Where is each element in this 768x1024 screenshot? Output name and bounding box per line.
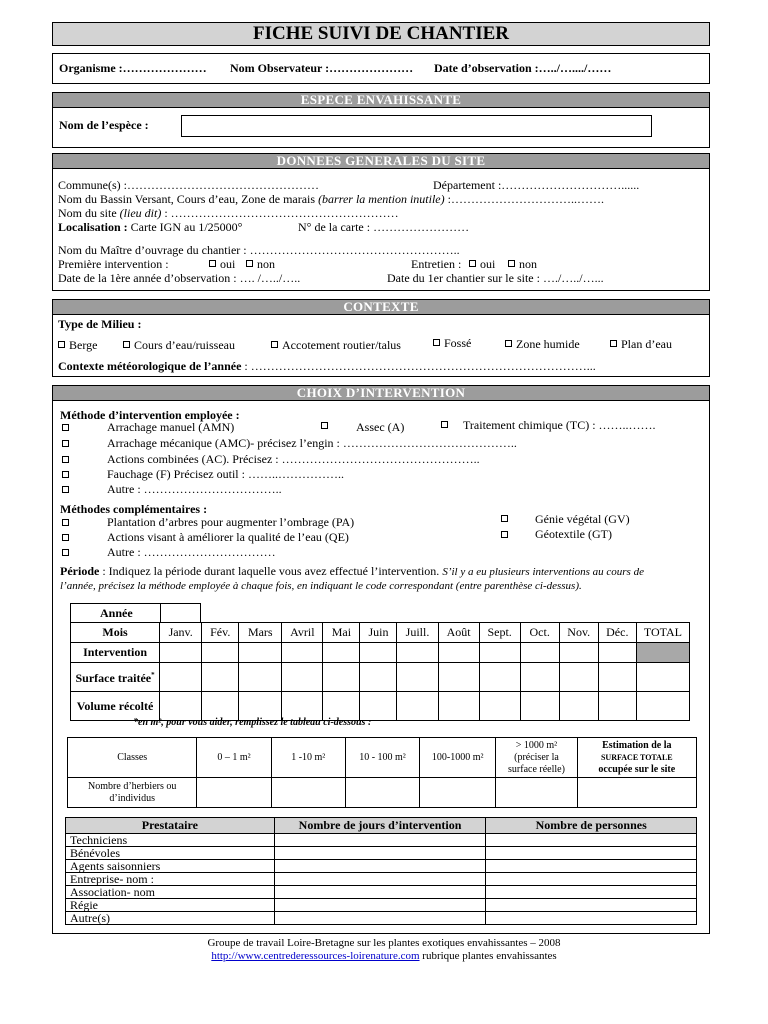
periode-text [60, 564, 644, 579]
resource-link[interactable]: http://www.centrederessources-loirenature.com [211, 950, 420, 962]
table-cell[interactable] [438, 692, 479, 721]
site-note: (lieu dit) [119, 206, 162, 220]
table-cell[interactable] [520, 692, 559, 721]
checkbox-icon [610, 340, 617, 347]
table-row [66, 899, 697, 912]
estimation-label: Estimation de la [602, 739, 672, 751]
table-cell[interactable] [598, 692, 636, 721]
checkbox-icon [209, 260, 216, 267]
assec-label: Assec (A) [356, 420, 405, 434]
bassin-field[interactable] [58, 192, 604, 206]
table-cell[interactable] [636, 692, 689, 721]
classes-table [67, 737, 697, 808]
prestataire-row-label: Techniciens [66, 834, 275, 847]
large-note: (préciser la [514, 751, 559, 763]
checkbox-icon [433, 339, 440, 346]
surface-label [71, 663, 160, 692]
prestataire-table [65, 817, 697, 925]
table-cell[interactable] [274, 886, 486, 899]
mois-header: Mois [71, 623, 160, 643]
date-first-observation-field[interactable]: Date de la 1ère année d’observation : …. /…../….. [58, 271, 301, 285]
maitre-ouvrage-field[interactable]: Nom du Maître d’ouvrage du chantier : …………………………………………….. [58, 243, 460, 257]
header-box [52, 53, 710, 84]
entretien-non-option[interactable] [508, 257, 537, 271]
donnees-banner: DONNEES GENERALES DU SITE [53, 154, 709, 169]
table-row [66, 886, 697, 899]
table-cell[interactable] [239, 643, 282, 663]
amc-label: Arrachage mécanique (AMC)- précisez l’engin : …………………………………….. [107, 436, 517, 450]
table-cell[interactable] [360, 643, 397, 663]
table-cell[interactable] [598, 663, 636, 692]
table-cell[interactable] [486, 860, 697, 873]
checkbox-icon [469, 260, 476, 267]
non-label: non [519, 257, 537, 271]
table-cell[interactable] [598, 643, 636, 663]
table-cell[interactable] [239, 663, 282, 692]
table-cell[interactable] [274, 847, 486, 860]
class-col-header: 0 – 1 m² [197, 738, 271, 778]
premiere-non-option[interactable] [246, 257, 275, 271]
table-cell[interactable] [420, 778, 496, 808]
gt-checkbox[interactable] [501, 531, 508, 538]
site-label: Nom du site [58, 206, 120, 220]
prestataire-header: Prestataire [66, 818, 275, 834]
table-cell[interactable] [496, 778, 577, 808]
espece-label: Nom de l’espèce : [59, 118, 149, 132]
table-cell[interactable] [160, 663, 202, 692]
autre-compl-label: Autre : …………………………… [107, 545, 276, 559]
table-cell[interactable] [323, 643, 360, 663]
table-cell[interactable] [486, 899, 697, 912]
table-cell[interactable] [274, 899, 486, 912]
milieu-plan-option[interactable] [610, 337, 672, 351]
total-intervention-cell [636, 643, 689, 663]
classes-header: Classes [68, 738, 197, 778]
volume-label: Volume récolté [71, 692, 160, 721]
month-header: Sept. [479, 623, 520, 643]
tc-label: Traitement chimique (TC) : ……..……. [463, 418, 656, 432]
table-cell[interactable] [323, 663, 360, 692]
mois-row [71, 623, 690, 643]
table-cell[interactable] [520, 643, 559, 663]
footer-line1: Groupe de travail Loire-Bretagne sur les plantes exotiques envahissantes – 2008 [207, 937, 561, 949]
table-cell[interactable] [160, 643, 202, 663]
berge-label: Berge [69, 338, 98, 352]
periode-note: S’il y a eu plusieurs interventions au cours de [442, 566, 644, 578]
classes-header-row [68, 738, 697, 778]
milieu-humide-option[interactable] [505, 337, 580, 351]
gv-checkbox[interactable] [501, 515, 508, 522]
month-header: Oct. [520, 623, 559, 643]
organisme-field[interactable]: Organisme :………………… [59, 61, 207, 75]
oui-label: oui [480, 257, 496, 271]
cours-label: Cours d’eau/ruisseau [134, 338, 235, 352]
meteo-dots: : …………………………………………………………………………... [241, 359, 596, 373]
total-header: TOTAL [636, 623, 689, 643]
non-label: non [257, 257, 275, 271]
tc-checkbox[interactable] [441, 421, 448, 428]
month-header: Nov. [559, 623, 598, 643]
table-row [66, 912, 697, 925]
table-cell[interactable] [271, 778, 345, 808]
surface-row [71, 663, 690, 692]
contexte-banner: CONTEXTE [53, 300, 709, 315]
entretien-label: Entretien : [411, 257, 462, 271]
localisation-carte: Carte IGN au 1/25000° [127, 220, 243, 234]
prestataire-row-label: Agents saisonniers [66, 860, 275, 873]
checkbox-icon [123, 341, 130, 348]
surface-text: Surface traitée [75, 671, 152, 685]
qe-label: Actions visant à améliorer la qualité de l’eau (QE) [107, 530, 349, 544]
checkbox-icon [271, 341, 278, 348]
accotement-label: Accotement routier/talus [282, 338, 401, 352]
site-dots: : ………………………………………………… [161, 206, 399, 220]
espece-section [52, 92, 710, 148]
entretien-oui-option[interactable] [469, 257, 495, 271]
table-cell[interactable] [274, 834, 486, 847]
bassin-dots: :…………………………..……. [444, 192, 604, 206]
table-row [66, 847, 697, 860]
table-cell[interactable] [282, 643, 323, 663]
table-cell[interactable] [274, 860, 486, 873]
milieu-cours-option[interactable] [123, 338, 235, 352]
class-col-header: 100-1000 m² [420, 738, 496, 778]
footer-line2 [0, 950, 768, 963]
milieu-accotement-option[interactable] [271, 338, 401, 352]
bassin-label: Nom du Bassin Versant, Cours d’eau, Zone de marais [58, 192, 319, 206]
month-header: Mars [239, 623, 282, 643]
checkbox-icon [508, 260, 515, 267]
prestataire-row-label: Association- nom [66, 886, 275, 899]
table-cell[interactable] [202, 663, 239, 692]
table-cell[interactable] [345, 778, 419, 808]
commune-field[interactable]: Commune(s) :………………………………………… [58, 178, 319, 192]
table-cell[interactable] [559, 692, 598, 721]
gt-label: Géotextile (GT) [535, 527, 612, 541]
intervention-label: Intervention [71, 643, 160, 663]
ac-checkbox[interactable] [62, 456, 69, 463]
complementaires-label: Méthodes complémentaires : [60, 502, 208, 516]
table-cell[interactable] [397, 643, 438, 663]
localisation-field[interactable] [58, 220, 242, 234]
departement-field[interactable]: Département :…………………………...... [433, 178, 640, 192]
table-cell[interactable] [397, 692, 438, 721]
month-header: Déc. [598, 623, 636, 643]
checkbox-icon [58, 341, 65, 348]
qe-checkbox[interactable] [62, 534, 69, 541]
month-header: Juill. [397, 623, 438, 643]
large-note-2: surface réelle) [508, 763, 565, 775]
table-cell[interactable] [486, 847, 697, 860]
table-row [66, 860, 697, 873]
table-cell[interactable] [438, 643, 479, 663]
table-cell[interactable] [479, 643, 520, 663]
table-cell[interactable] [486, 834, 697, 847]
prestataire-row-label: Régie [66, 899, 275, 912]
humide-label: Zone humide [516, 337, 580, 351]
meteo-field[interactable] [58, 359, 596, 373]
periode-note-2: l’année, précisez la méthode employée à chaque fois, en indiquant le code correspondant (entre parenthèse ci-dessus). [60, 580, 582, 592]
table-cell[interactable] [577, 778, 696, 808]
espece-input[interactable] [181, 115, 652, 137]
table-cell[interactable] [397, 663, 438, 692]
table-cell[interactable] [438, 663, 479, 692]
table-cell[interactable] [360, 663, 397, 692]
premiere-oui-option[interactable] [209, 257, 235, 271]
table-row [66, 834, 697, 847]
ac-label: Actions combinées (AC). Précisez : ………………………………………….. [107, 452, 480, 466]
fosse-label: Fossé [444, 336, 472, 350]
table-row [66, 873, 697, 886]
type-milieu-label: Type de Milieu : [58, 317, 142, 331]
table-cell[interactable] [486, 873, 697, 886]
choix-banner: CHOIX D’INTERVENTION [53, 386, 709, 401]
personnes-header: Nombre de personnes [486, 818, 697, 834]
class-large-header [496, 738, 577, 778]
amc-checkbox[interactable] [62, 440, 69, 447]
observateur-field[interactable]: Nom Observateur :………………… [230, 61, 414, 75]
table-cell[interactable] [479, 692, 520, 721]
estimation-header [577, 738, 696, 778]
table-cell[interactable] [486, 912, 697, 925]
surface-note: *en m², pour vous aider, remplissez le tableau ci-dessous : [133, 717, 372, 728]
meteo-label: Contexte météorologique de l’année [58, 359, 242, 373]
contexte-section [52, 299, 710, 377]
estimation-note: occupée sur le site [598, 763, 676, 775]
month-header: Fév. [202, 623, 239, 643]
checkbox-icon [246, 260, 253, 267]
amn-label: Arrachage manuel (AMN) [107, 420, 235, 434]
oui-label: oui [220, 257, 236, 271]
site-field[interactable] [58, 206, 399, 220]
donnees-section [52, 153, 710, 291]
autre-methode-checkbox[interactable] [62, 486, 69, 493]
intervention-row [71, 643, 690, 663]
plan-label: Plan d’eau [621, 337, 672, 351]
table-cell[interactable] [479, 663, 520, 692]
annee-input[interactable] [160, 603, 201, 623]
checkbox-icon [505, 340, 512, 347]
class-col-header: 1 -10 m² [271, 738, 345, 778]
date-observation-field[interactable]: Date d’observation :…../…..../…… [434, 61, 612, 75]
month-header: Août [438, 623, 479, 643]
pa-checkbox[interactable] [62, 519, 69, 526]
gv-label: Génie végétal (GV) [535, 512, 630, 526]
month-header: Janv. [160, 623, 202, 643]
prestataire-row-label: Autre(s) [66, 912, 275, 925]
bassin-note: (barrer la mention inutile) [318, 192, 445, 206]
pa-label: Plantation d’arbres pour augmenter l’ombrage (PA) [107, 515, 355, 529]
footer-note: rubrique plantes envahissantes [419, 950, 557, 962]
table-cell[interactable] [282, 663, 323, 692]
fauchage-checkbox[interactable] [62, 471, 69, 478]
methode-label: Méthode d’intervention employée : [60, 408, 240, 422]
premiere-intervention-label: Première intervention : [58, 257, 169, 271]
herbiers-label: Nombre d’herbiers ou d’individus [68, 778, 197, 808]
table-cell[interactable] [559, 643, 598, 663]
milieu-fosse-option[interactable] [433, 336, 471, 350]
class-col-header: 10 - 100 m² [345, 738, 419, 778]
large-label: > 1000 m² [515, 739, 558, 751]
autre-compl-checkbox[interactable] [62, 549, 69, 556]
carte-number-field[interactable]: N° de la carte : …………………… [298, 220, 470, 234]
prestataire-row-label: Entreprise- nom : [66, 873, 275, 886]
month-header: Juin [360, 623, 397, 643]
table-cell[interactable] [197, 778, 271, 808]
surface-star: * [151, 671, 155, 679]
jours-header: Nombre de jours d’intervention [274, 818, 486, 834]
amn-checkbox[interactable] [62, 424, 69, 431]
date-first-chantier-field[interactable]: Date du 1er chantier sur le site : …./…../…... [387, 271, 604, 285]
prestataire-header-row [66, 818, 697, 834]
estimation-total: SURFACE TOTALE [600, 752, 673, 762]
table-cell[interactable] [559, 663, 598, 692]
herbiers-row [68, 778, 697, 808]
espece-banner: ESPECE ENVAHISSANTE [53, 93, 709, 108]
months-table [70, 622, 690, 721]
table-cell[interactable] [274, 873, 486, 886]
table-cell[interactable] [636, 663, 689, 692]
table-cell[interactable] [274, 912, 486, 925]
fauchage-label: Fauchage (F) Précisez outil : ……..…………….. [107, 467, 344, 481]
periode-label: Période [60, 564, 100, 578]
month-header: Avril [282, 623, 323, 643]
milieu-berge-option[interactable] [58, 338, 97, 352]
assec-checkbox[interactable] [321, 422, 328, 429]
choix-section [52, 385, 710, 934]
autre-methode-label: Autre : …………………………….. [107, 482, 282, 496]
page-title: FICHE SUIVI DE CHANTIER [52, 22, 710, 46]
table-cell[interactable] [202, 643, 239, 663]
table-cell[interactable] [486, 886, 697, 899]
annee-label: Année [100, 606, 133, 620]
prestataire-row-label: Bénévoles [66, 847, 275, 860]
month-header: Mai [323, 623, 360, 643]
table-cell[interactable] [520, 663, 559, 692]
localisation-label: Localisation : [58, 220, 128, 234]
periode-instruction: : Indiquez la période durant laquelle vous avez effectué l’intervention. [99, 564, 443, 578]
